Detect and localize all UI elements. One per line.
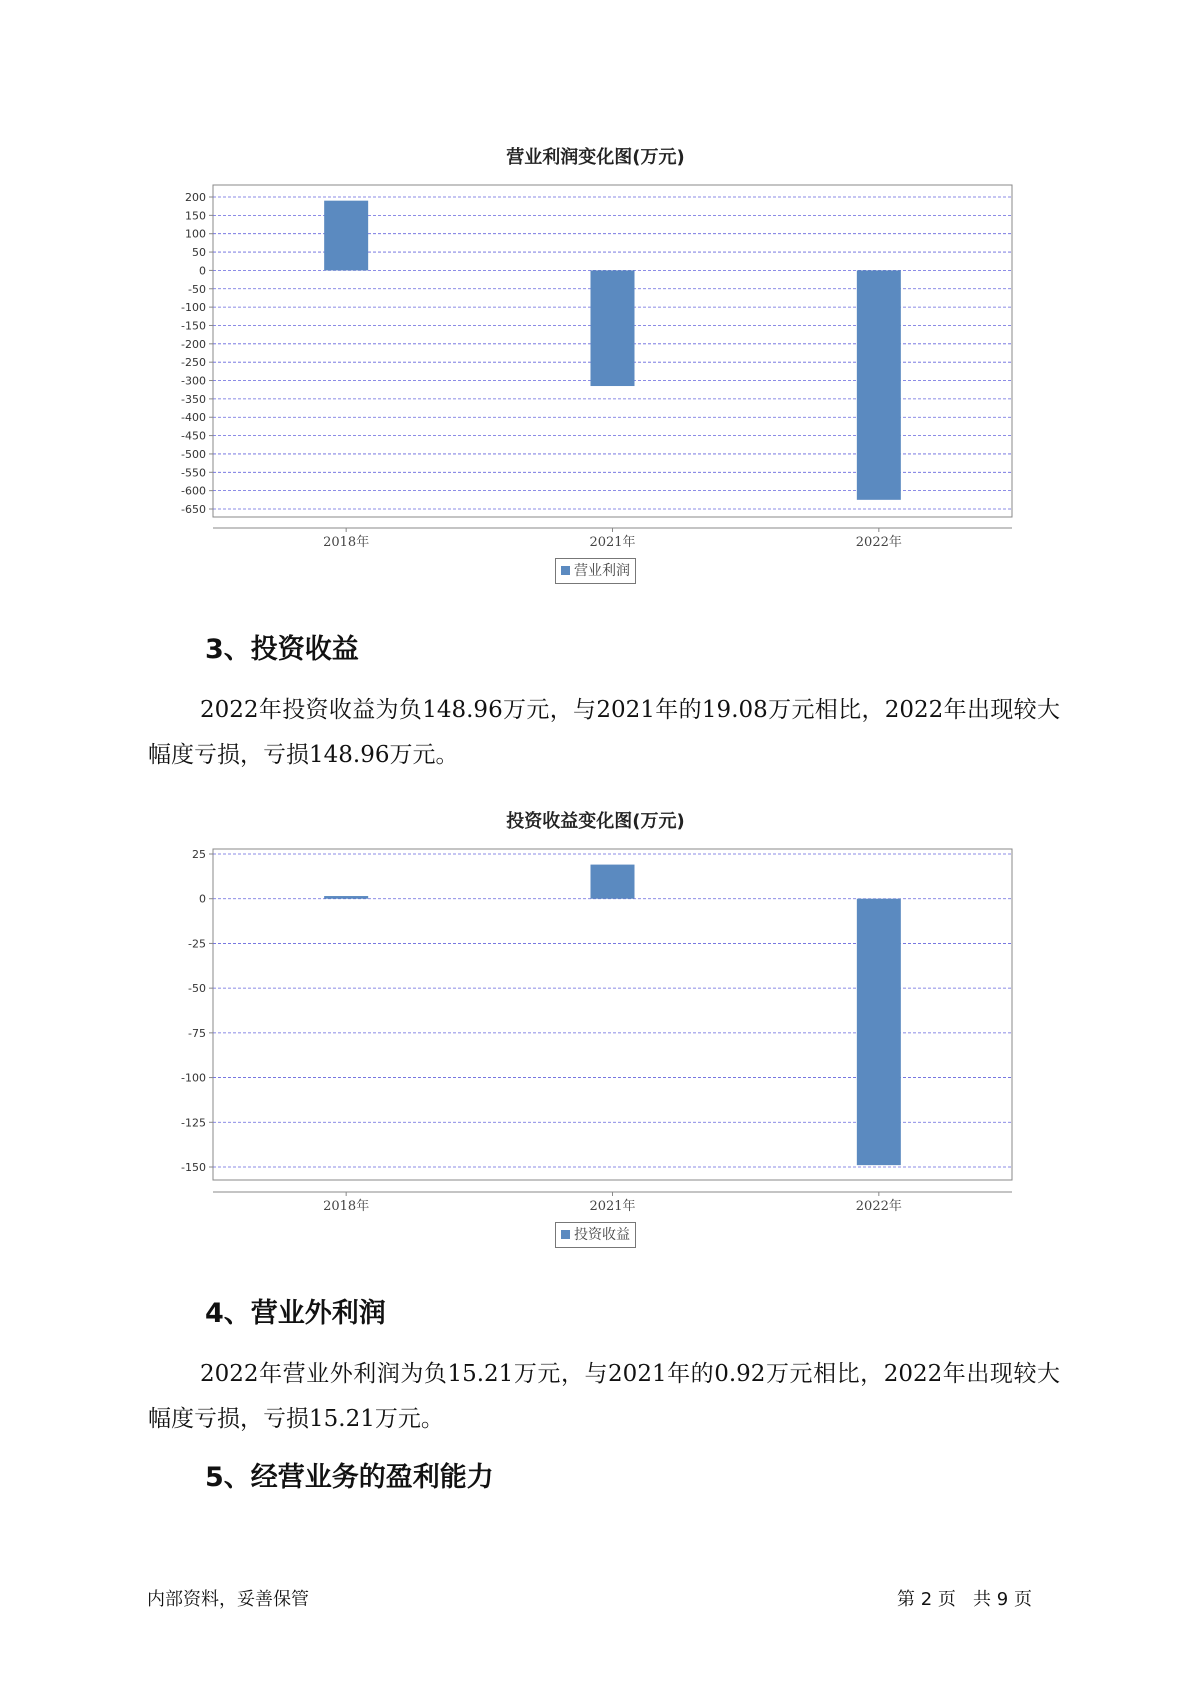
y-tick-label: 200 bbox=[185, 191, 206, 204]
y-tick-label: -75 bbox=[188, 1026, 206, 1040]
x-tick-label: 2022年 bbox=[855, 535, 902, 550]
y-tick-label: -650 bbox=[181, 503, 206, 516]
section-5-heading: 5、经营业务的盈利能力 bbox=[205, 1462, 494, 1493]
x-tick-label: 2021年 bbox=[589, 1199, 636, 1214]
section-4-heading: 4、营业外利润 bbox=[205, 1298, 386, 1329]
y-tick-label: -450 bbox=[181, 429, 206, 443]
y-tick-label: -150 bbox=[181, 1161, 206, 1174]
bar bbox=[324, 896, 368, 899]
footer-left: 内部资料，妥善保管 bbox=[147, 1589, 309, 1610]
y-tick-label: 0 bbox=[199, 892, 206, 906]
x-tick-label: 2018年 bbox=[323, 1199, 370, 1214]
section-4-text: 2022年营业外利润为负15.21万元，与2021年的0.92万元相比，2022年出现较大幅度亏损，亏损15.21万元。 bbox=[148, 1361, 1060, 1432]
section-3-heading: 3、投资收益 bbox=[205, 634, 359, 665]
x-tick-label: 2021年 bbox=[589, 535, 636, 550]
y-tick-label: 150 bbox=[185, 209, 206, 223]
y-tick-label: -25 bbox=[188, 937, 206, 951]
y-tick-label: 25 bbox=[192, 848, 206, 861]
y-tick-label: 50 bbox=[192, 246, 206, 260]
chart-title: 营业利润变化图(万元) bbox=[506, 147, 685, 168]
y-tick-label: 0 bbox=[199, 264, 206, 278]
y-tick-label: -350 bbox=[181, 392, 206, 406]
bar bbox=[857, 899, 901, 1165]
y-tick-label: -200 bbox=[181, 337, 206, 351]
y-tick-label: -500 bbox=[181, 447, 206, 461]
x-tick-label: 2022年 bbox=[855, 1199, 902, 1214]
y-tick-label: -100 bbox=[181, 301, 206, 315]
footer-page-number: 第 2 页 共 9 页 bbox=[897, 1589, 1032, 1610]
bar bbox=[591, 865, 635, 899]
x-tick-label: 2018年 bbox=[323, 535, 370, 550]
y-tick-label: 100 bbox=[185, 227, 206, 241]
y-tick-label: -250 bbox=[181, 356, 206, 370]
chart-title: 投资收益变化图(万元) bbox=[506, 811, 685, 832]
y-tick-label: -550 bbox=[181, 466, 206, 480]
legend-label: 投资收益 bbox=[574, 1227, 630, 1243]
y-tick-label: -125 bbox=[181, 1116, 206, 1130]
y-tick-label: -100 bbox=[181, 1071, 206, 1085]
chart-legend bbox=[555, 1222, 636, 1248]
legend-swatch bbox=[561, 1230, 570, 1239]
y-tick-label: -150 bbox=[181, 319, 206, 333]
y-tick-label: -400 bbox=[181, 411, 206, 425]
legend-label: 营业利润 bbox=[574, 563, 630, 579]
y-tick-label: -50 bbox=[188, 282, 206, 296]
y-tick-label: -300 bbox=[181, 374, 206, 388]
y-tick-label: -600 bbox=[181, 484, 206, 498]
y-tick-label: -50 bbox=[188, 982, 206, 996]
section-3-text: 2022年投资收益为负148.96万元，与2021年的19.08万元相比，2022年出现较大幅度亏损，亏损148.96万元。 bbox=[148, 697, 1060, 768]
